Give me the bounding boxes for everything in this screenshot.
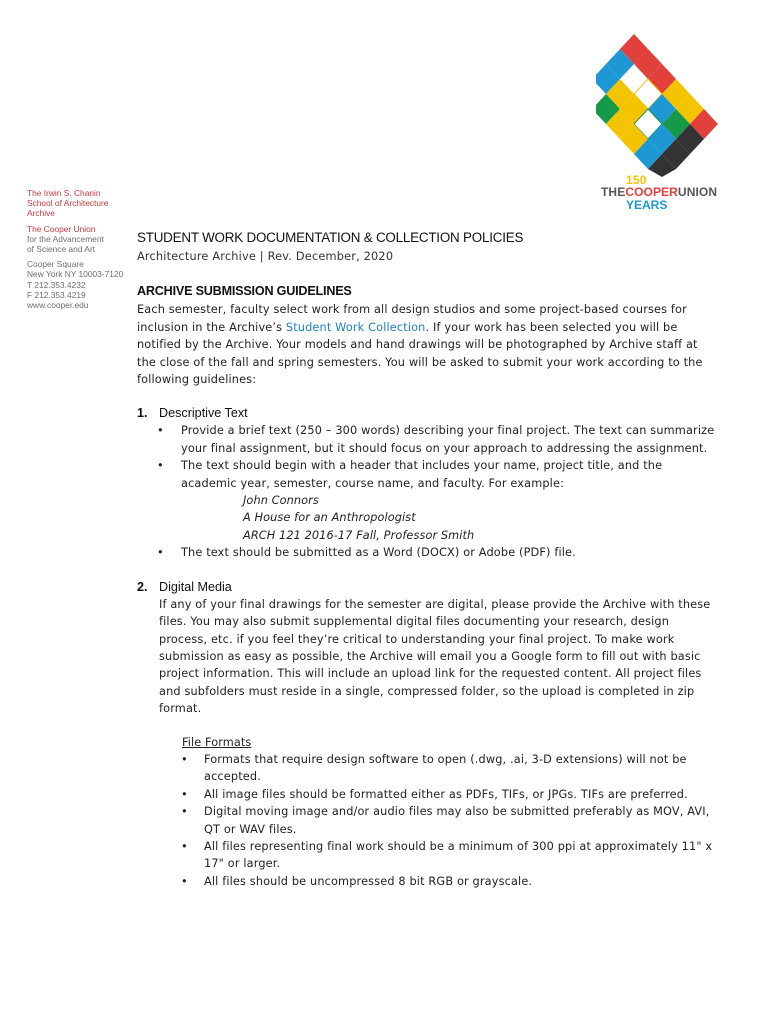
list-item-text: The text should be submitted as a Word (DOCX) or Adobe (PDF) file.: [181, 546, 576, 560]
example-project-title: A House for an Anthropologist: [243, 511, 416, 525]
institution-name: [27, 224, 127, 255]
sidebar-address-block: [27, 188, 127, 315]
list-item-text: All files representing final work should be a minimum of 300 ppi at approximately 11" x 17" or larger.: [204, 839, 713, 871]
bullet-icon: •: [157, 546, 164, 560]
fax-line: F 212.353.4219: [27, 289, 86, 300]
school-line: School of Architecture: [27, 198, 109, 209]
list-item-text: The text should begin with a header that includes your name, project title, and the academic year, semester, course name, and faculty. For example:: [181, 459, 663, 490]
list-item: [181, 838, 715, 873]
bullet-icon: •: [181, 874, 188, 888]
institution-line: of Science and Art: [27, 244, 95, 255]
example-course: ARCH 121 2016-17 Fall, Professor Smith: [243, 528, 475, 542]
list-item: [157, 544, 715, 561]
logo-years-text: YEARS: [626, 198, 668, 212]
example-header: [181, 492, 715, 544]
institution-line: for the Advancement: [27, 233, 104, 244]
document-body: [137, 229, 715, 890]
intro-text: . If your work has been selected you will be notified by the Archive. Your models and hand drawings will be photographed by Archive staff at the close of the fall and spring semesters. You will be asked to submit your work according to the following guidelines:: [137, 320, 703, 387]
bullet-icon: •: [157, 424, 164, 438]
section-heading-digital-media: [137, 579, 715, 596]
list-item: [181, 873, 715, 890]
address-line: New York NY 10003-7120: [27, 269, 124, 280]
example-name: John Connors: [243, 494, 319, 508]
section-number: 2.: [137, 579, 148, 594]
school-line: Archive: [27, 208, 55, 219]
phone-line: T 212.353.4232: [27, 279, 86, 290]
school-line: The Irwin S. Chanin: [27, 188, 101, 198]
intro-text: Each semester, faculty select work from all design studios and some project-based courses for inclusion in the Archive’s: [137, 303, 687, 334]
digital-media-paragraph: If any of your final drawings for the semester are digital, please provide the Archive with these files. You may also submit supplemental digital files documenting your research, design process, etc. if you feel they’re critical to understanding your final project. To make work submission as easy as possible, the Archive will email you a Google form to fill out with basic project information. This will include an upload link for the requested content. All project files and subfolders must reside in a single, compressed folder, so the upload is completed in zip format.: [159, 597, 711, 716]
bullet-icon: •: [181, 839, 188, 853]
section-number: 1.: [137, 406, 148, 421]
website-line: www.cooper.edu: [27, 300, 89, 311]
list-item: [181, 786, 715, 803]
student-work-collection-link[interactable]: Student Work Collection: [285, 320, 426, 334]
bullet-icon: •: [181, 752, 188, 766]
descriptive-text-list: [137, 422, 715, 561]
section-title: Digital Media: [159, 579, 232, 594]
cooper-union-150-logo: [596, 32, 720, 216]
list-item: [157, 422, 715, 457]
logo-mark-icon: [596, 32, 720, 177]
document-subtitle: Architecture Archive | Rev. December, 2020: [137, 250, 394, 263]
document-title: STUDENT WORK DOCUMENTATION & COLLECTION POLICIES: [137, 230, 524, 245]
institution-line: The Cooper Union: [27, 223, 96, 234]
list-item-text: Provide a brief text (250 – 300 words) describing your final project. The text can summarize your final assignment, but it should focus on your approach to addressing the assignment.: [181, 424, 715, 455]
list-item-text: Digital moving image and/or audio files may also be submitted preferably as MOV, AVI, QT or WAV files.: [204, 805, 710, 836]
list-item: [157, 457, 715, 544]
contact-address: [27, 259, 127, 310]
file-formats-list: [137, 751, 715, 890]
list-item: [181, 751, 715, 786]
bullet-icon: •: [181, 805, 188, 819]
intro-paragraph: [137, 301, 715, 388]
file-formats-label: File Formats: [182, 735, 252, 749]
logo-cooper-text: COOPER: [625, 185, 678, 199]
section-title: Descriptive Text: [159, 406, 248, 421]
archive-guidelines-heading: ARCHIVE SUBMISSION GUIDELINES: [137, 284, 352, 299]
list-item-text: All image files should be formatted either as PDFs, TIFs, or JPGs. TIFs are preferred.: [204, 787, 688, 801]
bullet-icon: •: [181, 787, 188, 801]
list-item-text: Formats that require design software to open (.dwg, .ai, 3-D extensions) will not be accepted.: [204, 752, 687, 784]
logo-150-text: 150: [626, 173, 647, 187]
list-item-text: All files should be uncompressed 8 bit RGB or grayscale.: [204, 874, 533, 888]
address-line: Cooper Square: [27, 259, 84, 270]
school-name: [27, 188, 127, 219]
logo-union-text: UNION: [677, 185, 718, 199]
logo-the-text: THE: [601, 185, 626, 199]
bullet-icon: •: [157, 459, 164, 473]
section-heading-descriptive-text: [137, 405, 715, 422]
list-item: [181, 803, 715, 838]
